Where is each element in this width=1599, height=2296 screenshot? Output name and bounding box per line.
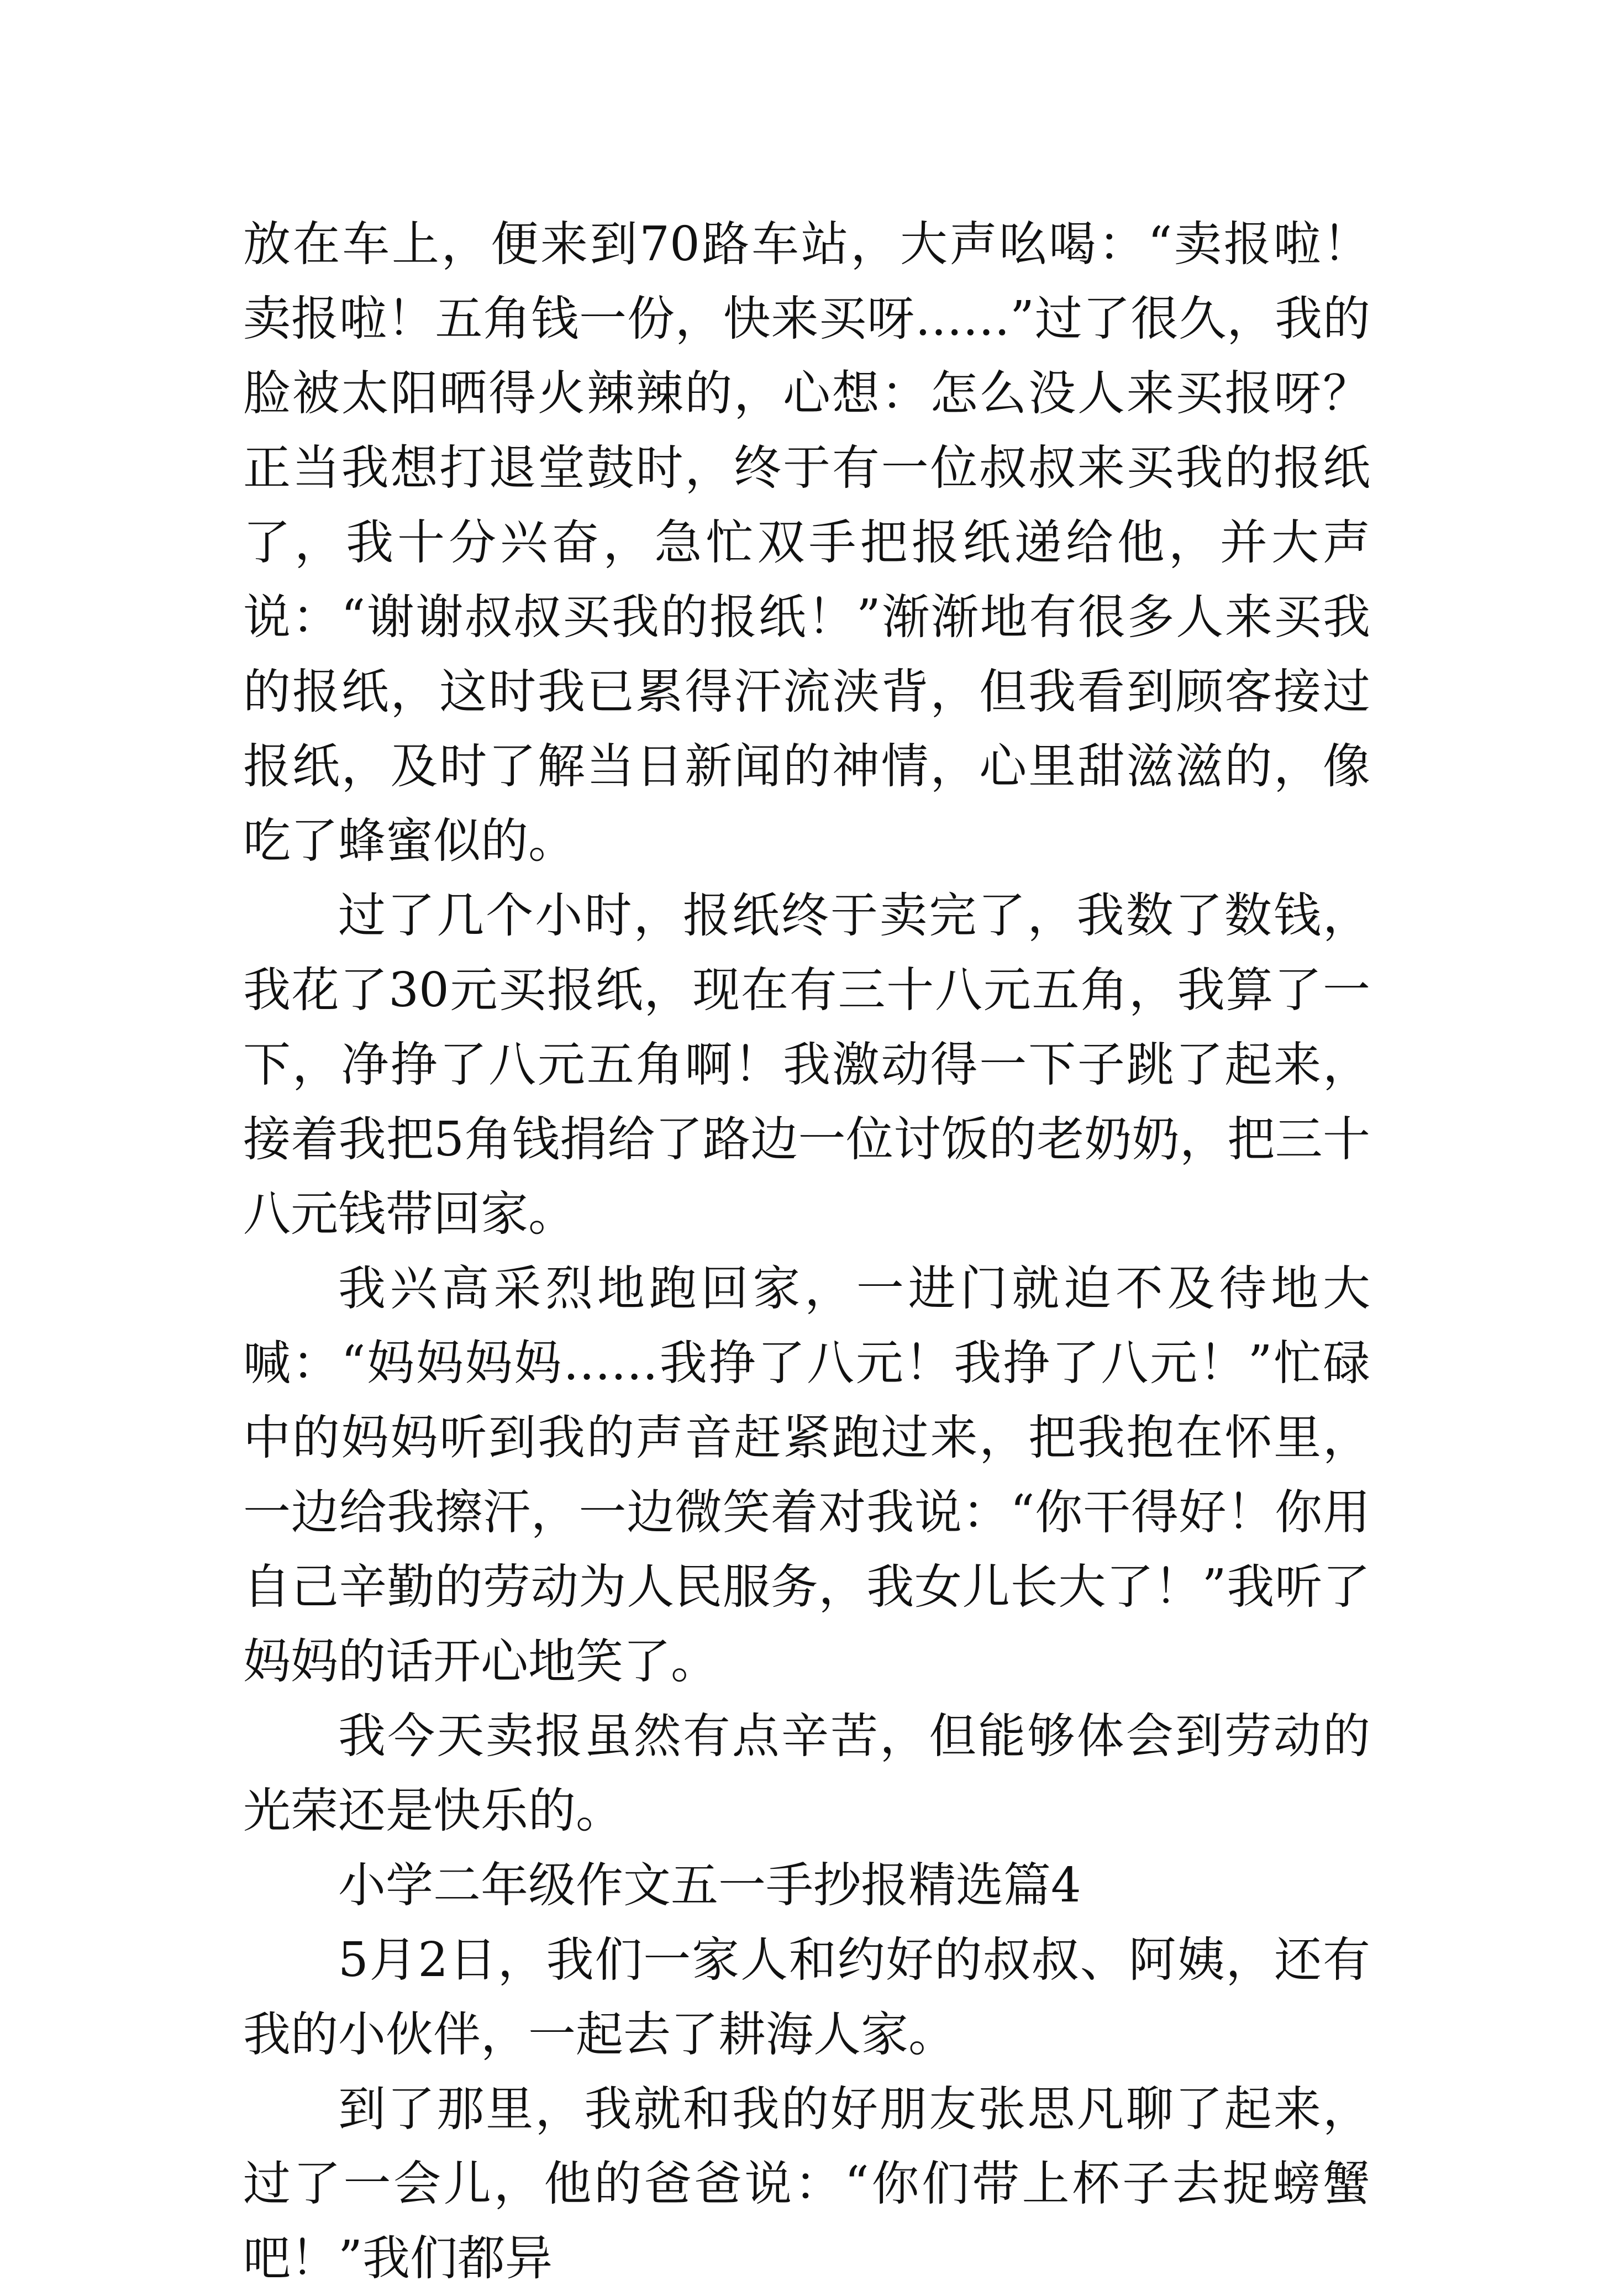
paragraph-counting-money: 过了几个小时，报纸终于卖完了，我数了数钱，我花了30元买报纸，现在有三十八元五角，我算了一下，净挣了八元五角啊！我激动得一下子跳了起来，接着我把5角钱捐给了路边一位讨饭的老奶奶，把三十八元钱带回家。 [243, 888, 1370, 1242]
section-heading: 小学二年级作文五一手抄报精选篇4 [338, 1858, 1081, 1913]
paragraph-continued: 放在车上，便来到70路车站，大声吆喝：“卖报啦！卖报啦！五角钱一份，快来买呀……”过了很久，我的脸被太阳晒得火辣辣的，心想：怎么没人来买报呀？正当我想打退堂鼓时，终于有一位叔叔来买我的报纸了，我十分兴奋，急忙双手把报纸递给他，并大声说：“谢谢叔叔买我的报纸！”渐渐地有很多人来买我的报纸，这时我已累得汗流浃背，但我看到顾客接过报纸，及时了解当日新闻的神情，心里甜滋滋的，像吃了蜂蜜似的。 [243, 217, 1370, 869]
paragraph-catch-crabs: 到了那里，我就和我的好朋友张思凡聊了起来，过了一会儿，他的爸爸说：“你们带上杯子去捉螃蟹吧！”我们都异 [243, 2082, 1370, 2286]
paragraph-conclusion: 我今天卖报虽然有点辛苦，但能够体会到劳动的光荣还是快乐的。 [243, 1709, 1370, 1838]
paragraph-going-home: 我兴高采烈地跑回家，一进门就迫不及待地大喊：“妈妈妈妈……我挣了八元！我挣了八元！”忙碌中的妈妈听到我的声音赶紧跑过来，把我抱在怀里，一边给我擦汗，一边微笑着对我说：“你干得好！你用自己辛勤的劳动为人民服务，我女儿长大了！”我听了妈妈的话开心地笑了。 [243, 1261, 1370, 1689]
document-page [243, 207, 1370, 2296]
paragraph-may-second: 5月2日，我们一家人和约好的叔叔、阿姨，还有我的小伙伴，一起去了耕海人家。 [243, 1932, 1370, 2062]
